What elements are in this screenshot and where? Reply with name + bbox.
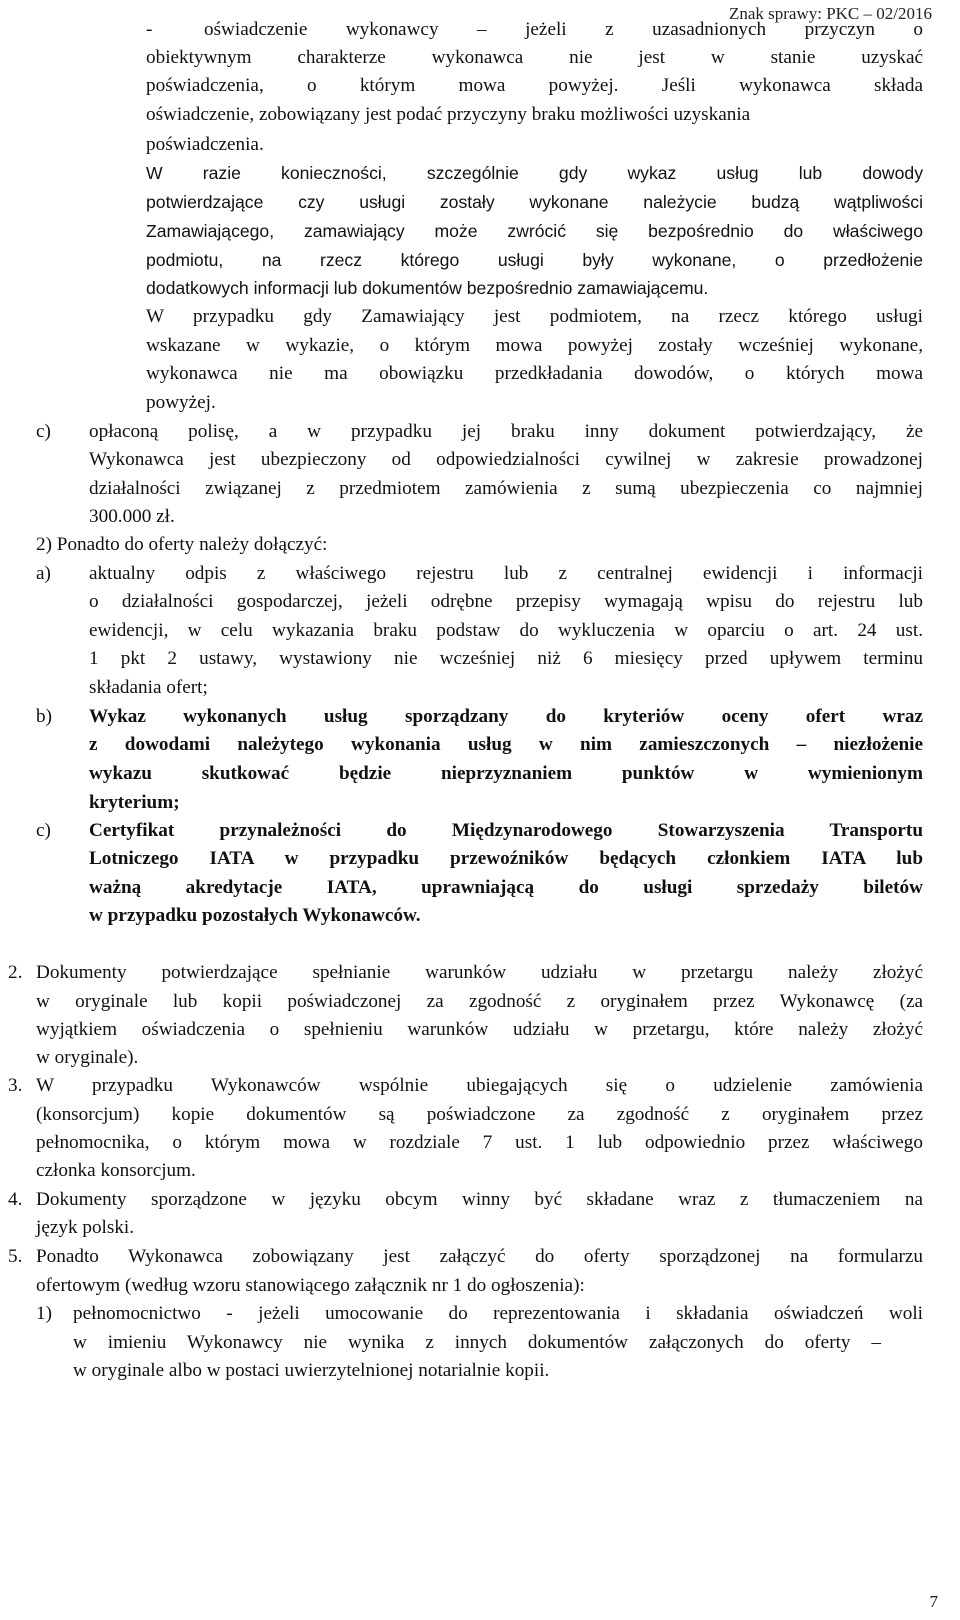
text-line: W przypadku Wykonawców wspólnie ubiegających się o udzielenie zamówienia <box>36 1075 923 1096</box>
point-number: 4. <box>8 1189 23 1210</box>
text-line: ofertowym (według wzoru stanowiącego załącznik nr 1 do ogłoszenia): <box>36 1275 585 1296</box>
text-line: w przypadku pozostałych Wykonawców. <box>89 905 421 926</box>
text-line: opłaconą polisę, a w przypadku jej braku inny dokument potwierdzający, że <box>89 421 923 442</box>
text-line: ewidencji, w celu wykazania braku podstaw do wykluczenia w oparciu o art. 24 ust. <box>89 620 923 641</box>
point-number: 5. <box>8 1246 23 1267</box>
text-line: Lotniczego IATA w przypadku przewoźników będących członkiem IATA lub <box>89 848 923 869</box>
text-line: dodatkowych informacji lub dokumentów bezpośrednio zamawiającemu. <box>146 278 709 298</box>
text-line: członka konsorcjum. <box>36 1160 196 1181</box>
text-line: oświadczenie, zobowiązany jest podać przyczyny braku możliwości uzyskania <box>146 104 751 125</box>
page-number: 7 <box>929 1592 938 1611</box>
item-marker: b) <box>36 706 52 727</box>
text-line: Ponadto Wykonawca zobowiązany jest załączyć do oferty sporządzonej na formularzu <box>36 1246 923 1267</box>
text-line: Dokumenty potwierdzające spełnianie warunków udziału w przetargu należy złożyć <box>36 962 923 983</box>
dash-marker: - <box>146 19 153 40</box>
text-line: poświadczenia, o którym mowa powyżej. Jeśli wykonawca składa <box>146 75 923 96</box>
section-heading: 2) Ponadto do oferty należy dołączyć: <box>36 534 328 555</box>
item-marker: c) <box>36 421 51 442</box>
case-reference: Znak sprawy: PKC – 02/2016 <box>728 4 932 23</box>
text-line: Dokumenty sporządzone w języku obcym winny być składane wraz z tłumaczeniem na <box>36 1189 923 1210</box>
text-line: pełnomocnictwo - jeżeli umocowanie do reprezentowania i składania oświadczeń woli <box>73 1303 923 1324</box>
text-line: poświadczenia. <box>146 134 264 155</box>
text-line: podmiotu, na rzecz którego usługi były wykonane, o przedłożenie <box>146 250 923 270</box>
text-line: o działalności gospodarczej, jeżeli odrębne przepisy wymagają wpisu do rejestru lub <box>89 591 923 612</box>
text-line: wykonawca nie ma obowiązku przedkładania dowodów, o których mowa <box>146 363 923 384</box>
text-line: Wykaz wykonanych usług sporządzany do kryteriów oceny ofert wraz <box>89 706 923 727</box>
point-number: 3. <box>8 1075 23 1096</box>
text-line: wskazane w wykazie, o którym mowa powyżej zostały wcześniej wykonane, <box>146 335 923 356</box>
text-line: potwierdzające czy usługi zostały wykonane należycie budzą wątpliwości <box>146 192 923 212</box>
text-line: (konsorcjum) kopie dokumentów są poświadczone za zgodność z oryginałem przez <box>36 1104 923 1125</box>
text-line: działalności związanej z przedmiotem zamówienia z sumą ubezpieczenia co najmniej <box>89 478 923 499</box>
text-line: W przypadku gdy Zamawiający jest podmiotem, na rzecz którego usługi <box>146 306 923 327</box>
text-line: oświadczenie wykonawcy – jeżeli z uzasadnionych przyczyn o <box>204 19 923 40</box>
text-line: wyjątkiem oświadczenia o spełnieniu warunków udziału w przetargu, które należy złożyć <box>36 1019 923 1040</box>
text-line: składania ofert; <box>89 677 208 698</box>
text-line: ważną akredytacje IATA, uprawniającą do usługi sprzedaży biletów <box>89 877 923 898</box>
text-line: z dowodami należytego wykonania usług w nim zamieszczonych – niezłożenie <box>89 734 923 755</box>
text-line: w imieniu Wykonawcy nie wynika z innych dokumentów załączonych do oferty – <box>73 1332 881 1353</box>
text-line: W razie konieczności, szczególnie gdy wykaz usług lub dowody <box>146 163 923 183</box>
text-line: kryterium; <box>89 792 180 813</box>
text-line: wykazu skutkować będzie nieprzyznaniem punktów w wymienionym <box>89 763 923 784</box>
text-line: w oryginale lub kopii poświadczonej za zgodność z oryginałem przez Wykonawcę (za <box>36 991 923 1012</box>
item-marker: c) <box>36 820 51 841</box>
text-line: w oryginale albo w postaci uwierzytelnionej notarialnie kopii. <box>73 1360 550 1381</box>
text-line: w oryginale). <box>36 1047 139 1068</box>
text-line: obiektywnym charakterze wykonawca nie jest w stanie uzyskać <box>146 47 923 68</box>
text-line: 300.000 zł. <box>89 506 175 527</box>
text-line: Wykonawca jest ubezpieczony od odpowiedzialności cywilnej w zakresie prowadzonej <box>89 449 923 470</box>
text-line: 1 pkt 2 ustawy, wystawiony nie wcześniej niż 6 miesięcy przed upływem terminu <box>89 648 923 669</box>
text-line: język polski. <box>36 1217 135 1238</box>
text-line: aktualny odpis z właściwego rejestru lub z centralnej ewidencji i informacji <box>89 563 923 584</box>
text-line: pełnomocnika, o którym mowa w rozdziale 7 ust. 1 lub odpowiednio przez właściwego <box>36 1132 923 1153</box>
sub-item-marker: 1) <box>36 1303 52 1324</box>
text-line: powyżej. <box>146 392 216 413</box>
item-marker: a) <box>36 563 51 584</box>
point-number: 2. <box>8 962 23 983</box>
text-line: Certyfikat przynależności do Międzynarodowego Stowarzyszenia Transportu <box>89 820 923 841</box>
text-line: Zamawiającego, zamawiający może zwrócić się bezpośrednio do właściwego <box>146 221 923 241</box>
